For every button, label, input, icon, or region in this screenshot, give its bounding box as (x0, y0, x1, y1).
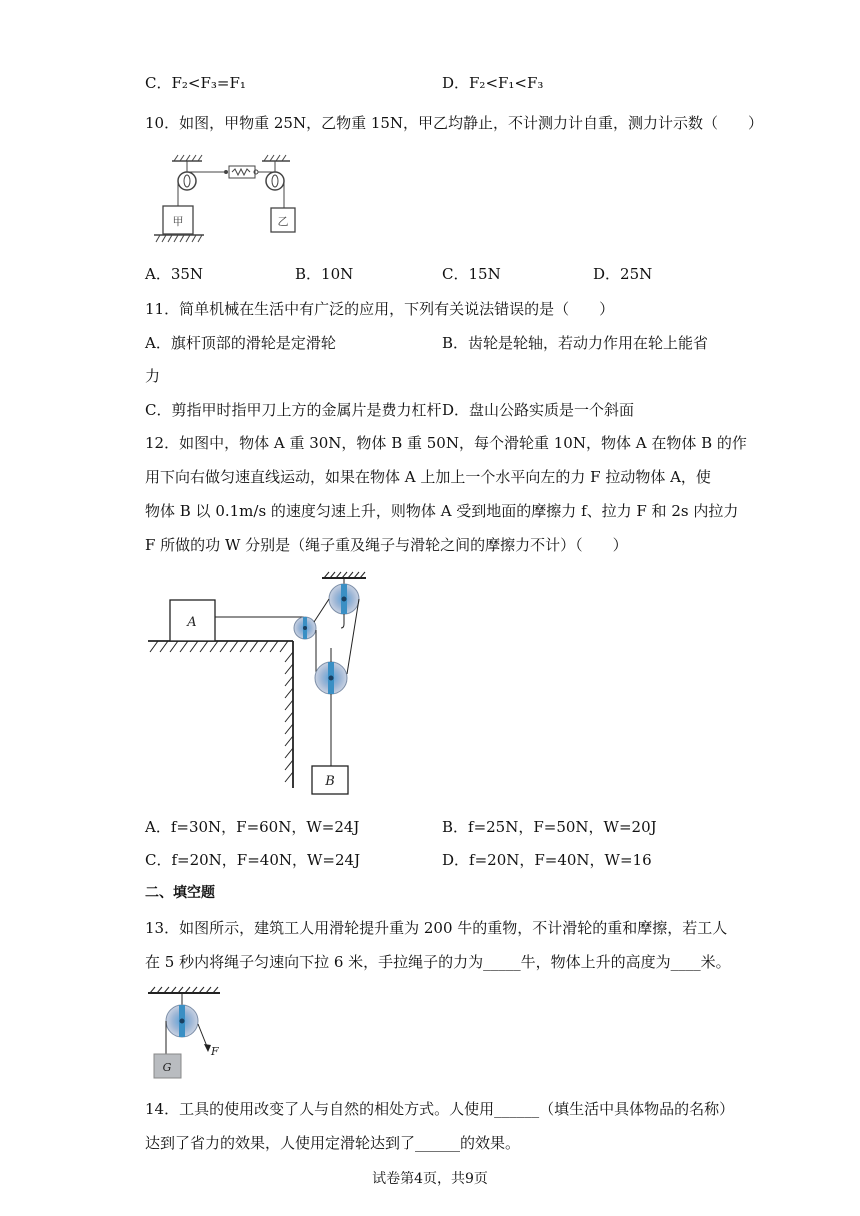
q12-stem-line2: 用下向右做匀速直线运动，如果在物体 A 上加上一个水平向左的力 F 拉动物体 A，使 (145, 468, 711, 486)
q12-stem-line1: 12．如图中，物体 A 重 30N，物体 B 重 50N，每个滑轮重 10N，物体 A 在物体 B 的作 (145, 434, 747, 452)
q12-option-a: A．f=30N，F=60N，W=24J (145, 818, 360, 836)
q13-line2: 在 5 秒内将绳子匀速向下拉 6 米，手拉绳子的力为_____牛，物体上升的高度为____米。 (145, 953, 731, 971)
q11-option-a: A．旗杆顶部的滑轮是定滑轮 (145, 334, 336, 352)
q14-line2: 达到了省力的效果，人使用定滑轮达到了______的效果。 (145, 1134, 521, 1152)
section-title: 二、填空题 (145, 885, 215, 901)
q12-option-d: D．f=20N，F=40N，W=16 (442, 851, 652, 869)
q9-option-d: D．F₂<F₁<F₃ (442, 74, 544, 92)
q12-label-a: A (187, 615, 197, 630)
q12-label-b: B (325, 774, 335, 789)
q12-figure (148, 570, 370, 798)
q13-label-f: F (211, 1045, 219, 1058)
q10-stem: 10．如图，甲物重 25N，乙物重 15N，甲乙均静止，不计测力计自重，测力计示数（ ） (145, 114, 764, 132)
q11-option-c: C．剪指甲时指甲刀上方的金属片是费力杠杆 (145, 401, 442, 419)
q12-stem-line3: 物体 B 以 0.1m/s 的速度匀速上升，则物体 A 受到地面的摩擦力 f、拉力 F 和 2s 内拉力 (145, 502, 739, 520)
q13-label-g: G (162, 1061, 172, 1074)
q12-option-c: C．f=20N，F=40N，W=24J (145, 851, 361, 869)
q11-stem: 11．简单机械在生活中有广泛的应用，下列有关说法错误的是（ ） (145, 300, 615, 318)
q10-label-jia: 甲 (172, 215, 184, 228)
q10-option-c: C．15N (442, 265, 501, 283)
q14-line1: 14．工具的使用改变了人与自然的相处方式。人使用______（填生活中具体物品的名称） (145, 1100, 735, 1118)
page-footer: 试卷第4页，共9页 (372, 1171, 488, 1187)
q10-option-d: D．25N (593, 265, 653, 283)
q10-figure (150, 152, 310, 244)
q10-option-b: B．10N (295, 265, 354, 283)
q11-option-b-line2: 力 (145, 367, 161, 385)
q9-option-c: C．F₂<F₃=F₁ (145, 74, 246, 92)
q10-option-a: A．35N (145, 265, 204, 283)
q11-option-d: D．盘山公路实质是一个斜面 (442, 401, 635, 419)
q11-option-b-line1: B．齿轮是轮轴，若动力作用在轮上能省 (442, 334, 709, 352)
q10-label-yi: 乙 (277, 215, 289, 228)
q13-line1: 13．如图所示，建筑工人用滑轮提升重为 200 牛的重物，不计滑轮的重和摩擦，若工人 (145, 919, 728, 937)
q12-option-b: B．f=25N，F=50N，W=20J (442, 818, 657, 836)
q12-stem-line4: F 所做的功 W 分别是（绳子重及绳子与滑轮之间的摩擦力不计）（ ） (145, 536, 628, 554)
q13-figure (146, 984, 228, 1080)
